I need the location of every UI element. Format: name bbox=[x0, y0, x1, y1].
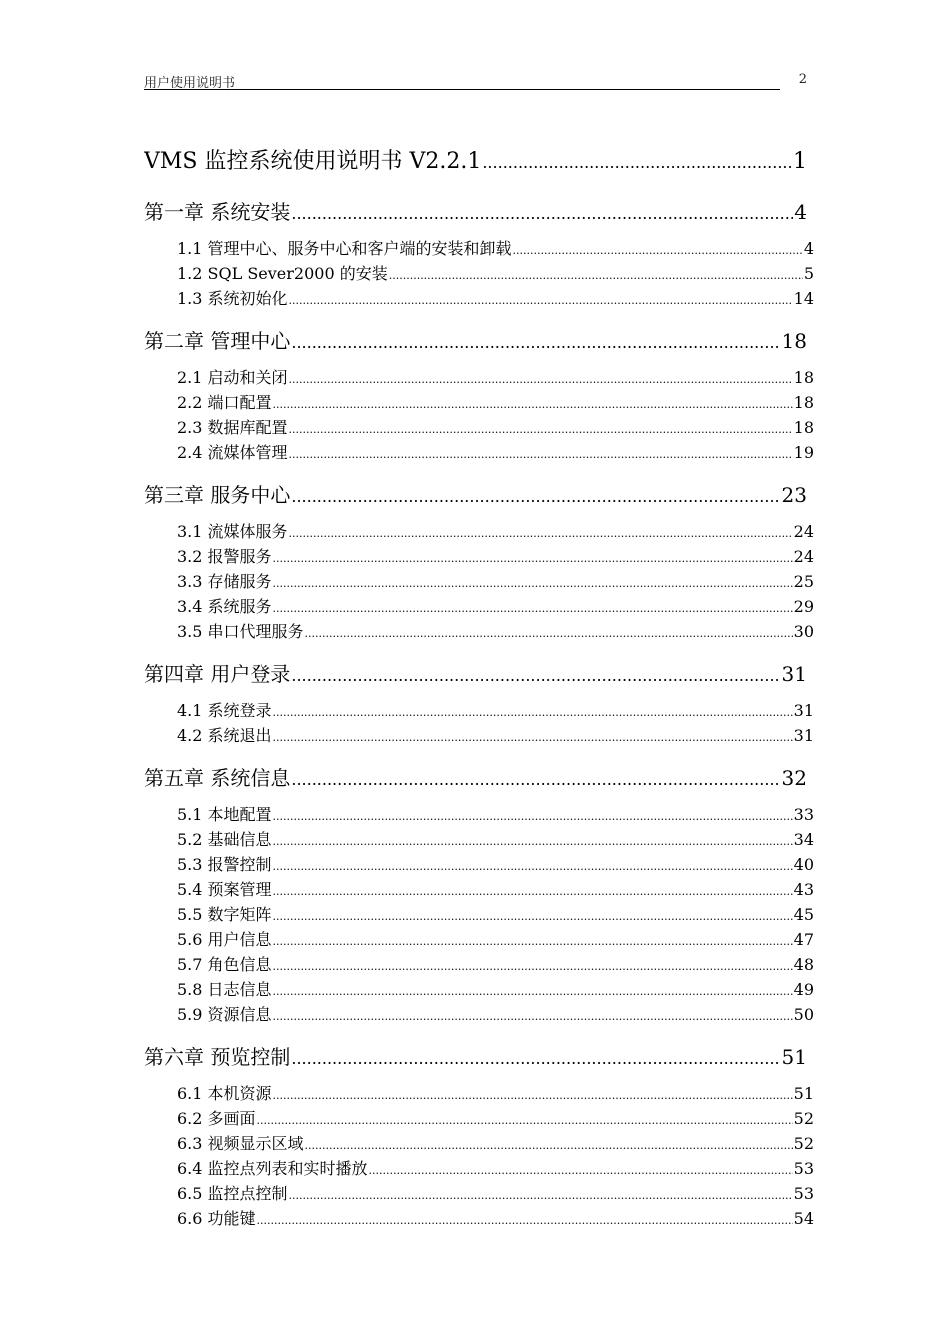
toc-section-row[interactable] bbox=[144, 723, 814, 748]
toc-chapter-page: 51 bbox=[781, 1045, 807, 1069]
dot-leader bbox=[273, 723, 793, 748]
toc-section-page: 14 bbox=[793, 289, 814, 308]
toc-section-text: 5.5 数字矩阵 bbox=[177, 905, 272, 924]
toc-section-row[interactable] bbox=[144, 569, 814, 594]
toc-chapter-text: 第五章 系统信息 bbox=[144, 766, 291, 790]
dot-leader bbox=[273, 902, 793, 927]
toc-chapter-text: 第一章 系统安装 bbox=[144, 200, 291, 224]
dot-leader bbox=[273, 1002, 793, 1027]
dot-leader bbox=[289, 365, 793, 390]
toc-section-text: 4.1 系统登录 bbox=[177, 701, 272, 720]
dot-leader bbox=[291, 762, 780, 796]
toc-section-page: 48 bbox=[793, 955, 814, 974]
toc-chapter-page: 18 bbox=[781, 329, 807, 353]
toc-section-text: 2.4 流媒体管理 bbox=[177, 443, 288, 462]
toc-chapter-page: 23 bbox=[781, 483, 807, 507]
dot-leader bbox=[289, 415, 793, 440]
header-rule bbox=[144, 89, 780, 90]
toc-section-page: 24 bbox=[793, 522, 814, 541]
toc-section-row[interactable] bbox=[144, 902, 814, 927]
toc-section-text: 1.1 管理中心、服务中心和客户端的安装和卸载 bbox=[177, 239, 512, 258]
toc-section-text: 3.2 报警服务 bbox=[177, 547, 272, 566]
dot-leader bbox=[257, 1206, 793, 1231]
toc-section-page: 45 bbox=[793, 905, 814, 924]
toc-section-row[interactable] bbox=[144, 1181, 814, 1206]
toc-section-text: 6.4 监控点列表和实时播放 bbox=[177, 1159, 368, 1178]
toc-chapter-row[interactable] bbox=[144, 196, 807, 230]
toc-section-text: 5.6 用户信息 bbox=[177, 930, 272, 949]
toc-section-text: 5.4 预案管理 bbox=[177, 880, 272, 899]
dot-leader bbox=[273, 952, 793, 977]
toc-section-text: 3.5 串口代理服务 bbox=[177, 622, 304, 641]
toc-section-text: 2.2 端口配置 bbox=[177, 393, 272, 412]
page-header bbox=[144, 70, 807, 89]
toc-title-row[interactable] bbox=[144, 146, 807, 196]
toc-section-text: 6.3 视频显示区域 bbox=[177, 1134, 304, 1153]
dot-leader bbox=[273, 698, 793, 723]
toc-section-text: 5.3 报警控制 bbox=[177, 855, 272, 874]
toc-section-page: 30 bbox=[793, 622, 814, 641]
toc-section-row[interactable] bbox=[144, 236, 814, 261]
toc-section-text: 5.2 基础信息 bbox=[177, 830, 272, 849]
toc-chapter-page: 32 bbox=[781, 766, 807, 790]
dot-leader bbox=[289, 286, 793, 311]
dot-leader bbox=[291, 196, 793, 230]
toc-section-page: 31 bbox=[793, 701, 814, 720]
dot-leader bbox=[291, 1041, 780, 1075]
toc-section-row[interactable] bbox=[144, 827, 814, 852]
toc-section-text: 2.3 数据库配置 bbox=[177, 418, 288, 437]
toc-section-text: 5.8 日志信息 bbox=[177, 980, 272, 999]
toc-section-row[interactable] bbox=[144, 802, 814, 827]
toc-section-text: 6.5 监控点控制 bbox=[177, 1184, 288, 1203]
toc-section-page: 18 bbox=[793, 418, 814, 437]
toc-section-row[interactable] bbox=[144, 286, 814, 311]
dot-leader bbox=[389, 261, 803, 286]
toc-section-row[interactable] bbox=[144, 877, 814, 902]
toc-section-page: 52 bbox=[793, 1134, 814, 1153]
toc-section-page: 5 bbox=[803, 264, 814, 283]
toc-section-text: 5.1 本地配置 bbox=[177, 805, 272, 824]
toc-chapter-text: 第六章 预览控制 bbox=[144, 1045, 291, 1069]
toc-section-page: 34 bbox=[793, 830, 814, 849]
toc-section-page: 50 bbox=[793, 1005, 814, 1024]
dot-leader bbox=[291, 658, 780, 692]
toc-chapter-text: 第三章 服务中心 bbox=[144, 483, 291, 507]
toc-section-row[interactable] bbox=[144, 1002, 814, 1027]
dot-leader bbox=[369, 1156, 793, 1181]
dot-leader bbox=[289, 440, 793, 465]
dot-leader bbox=[289, 1181, 793, 1206]
toc-chapter-row[interactable] bbox=[144, 479, 807, 513]
toc-section-page: 53 bbox=[793, 1159, 814, 1178]
toc-section-page: 24 bbox=[793, 547, 814, 566]
dot-leader bbox=[305, 619, 793, 644]
toc-section-row[interactable] bbox=[144, 594, 814, 619]
toc-section-page: 18 bbox=[793, 368, 814, 387]
dot-leader bbox=[273, 802, 793, 827]
toc-section-row[interactable] bbox=[144, 927, 814, 952]
toc-section-page: 18 bbox=[793, 393, 814, 412]
toc-section-page: 52 bbox=[793, 1109, 814, 1128]
toc-section-text: 4.2 系统退出 bbox=[177, 726, 272, 745]
toc-section-row[interactable] bbox=[144, 952, 814, 977]
dot-leader bbox=[291, 325, 780, 359]
toc-section-row[interactable] bbox=[144, 977, 814, 1002]
toc-section-row[interactable] bbox=[144, 1131, 814, 1156]
toc-section-row[interactable] bbox=[144, 544, 814, 569]
toc-section-row[interactable] bbox=[144, 440, 814, 465]
toc-section-row[interactable] bbox=[144, 1106, 814, 1131]
toc-section-page: 47 bbox=[793, 930, 814, 949]
toc-chapter-page: 4 bbox=[794, 200, 807, 224]
toc-section-page: 19 bbox=[793, 443, 814, 462]
dot-leader bbox=[513, 236, 803, 261]
dot-leader bbox=[273, 827, 793, 852]
dot-leader bbox=[289, 519, 793, 544]
toc-section-row[interactable] bbox=[144, 1081, 814, 1106]
table-of-contents bbox=[144, 146, 814, 1231]
dot-leader bbox=[273, 390, 793, 415]
dot-leader bbox=[257, 1106, 793, 1131]
toc-section-row[interactable] bbox=[144, 365, 814, 390]
toc-chapter-page: 31 bbox=[781, 662, 807, 686]
toc-section-page: 49 bbox=[793, 980, 814, 999]
dot-leader bbox=[273, 852, 793, 877]
toc-title-page: 1 bbox=[793, 149, 807, 174]
dot-leader bbox=[273, 594, 793, 619]
toc-title-text: VMS 监控系统使用说明书 V2.2.1 bbox=[144, 149, 482, 174]
toc-section-page: 43 bbox=[793, 880, 814, 899]
toc-section-page: 33 bbox=[793, 805, 814, 824]
toc-section-text: 2.1 启动和关闭 bbox=[177, 368, 288, 387]
toc-section-text: 3.1 流媒体服务 bbox=[177, 522, 288, 541]
toc-section-page: 31 bbox=[793, 726, 814, 745]
toc-section-page: 25 bbox=[793, 572, 814, 591]
toc-section-row[interactable] bbox=[144, 519, 814, 544]
toc-chapters bbox=[144, 196, 814, 1231]
toc-chapter-row[interactable] bbox=[144, 658, 807, 692]
toc-section-page: 40 bbox=[793, 855, 814, 874]
toc-chapter-row[interactable] bbox=[144, 762, 807, 796]
toc-section-text: 6.1 本机资源 bbox=[177, 1084, 272, 1103]
toc-chapter-text: 第四章 用户登录 bbox=[144, 662, 291, 686]
toc-section-row[interactable] bbox=[144, 1206, 814, 1231]
dot-leader bbox=[273, 569, 793, 594]
dot-leader bbox=[291, 479, 780, 513]
toc-section-text: 6.6 功能键 bbox=[177, 1209, 256, 1228]
toc-chapter-text: 第二章 管理中心 bbox=[144, 329, 291, 353]
toc-section-page: 29 bbox=[793, 597, 814, 616]
toc-section-page: 51 bbox=[793, 1084, 814, 1103]
toc-section-row[interactable] bbox=[144, 390, 814, 415]
header-title: 用户使用说明书 bbox=[144, 76, 236, 91]
toc-section-text: 6.2 多画面 bbox=[177, 1109, 256, 1128]
dot-leader bbox=[273, 544, 793, 569]
header-page-number: 2 bbox=[798, 72, 807, 87]
toc-section-text: 1.2 SQL Sever2000 的安装 bbox=[177, 264, 388, 283]
dot-leader bbox=[273, 977, 793, 1002]
toc-chapter-row[interactable] bbox=[144, 325, 807, 359]
toc-section-row[interactable] bbox=[144, 698, 814, 723]
toc-section-text: 1.3 系统初始化 bbox=[177, 289, 288, 308]
toc-section-page: 53 bbox=[793, 1184, 814, 1203]
toc-section-text: 5.7 角色信息 bbox=[177, 955, 272, 974]
toc-section-page: 4 bbox=[803, 239, 814, 258]
toc-chapter-row[interactable] bbox=[144, 1041, 807, 1075]
toc-section-row[interactable] bbox=[144, 261, 814, 286]
dot-leader bbox=[482, 146, 792, 179]
dot-leader bbox=[305, 1131, 793, 1156]
toc-section-row[interactable] bbox=[144, 619, 814, 644]
dot-leader bbox=[273, 877, 793, 902]
toc-section-row[interactable] bbox=[144, 1156, 814, 1181]
toc-section-text: 3.4 系统服务 bbox=[177, 597, 272, 616]
toc-section-text: 5.9 资源信息 bbox=[177, 1005, 272, 1024]
toc-section-row[interactable] bbox=[144, 852, 814, 877]
toc-section-text: 3.3 存储服务 bbox=[177, 572, 272, 591]
dot-leader bbox=[273, 927, 793, 952]
toc-section-row[interactable] bbox=[144, 415, 814, 440]
dot-leader bbox=[273, 1081, 793, 1106]
toc-section-page: 54 bbox=[793, 1209, 814, 1228]
